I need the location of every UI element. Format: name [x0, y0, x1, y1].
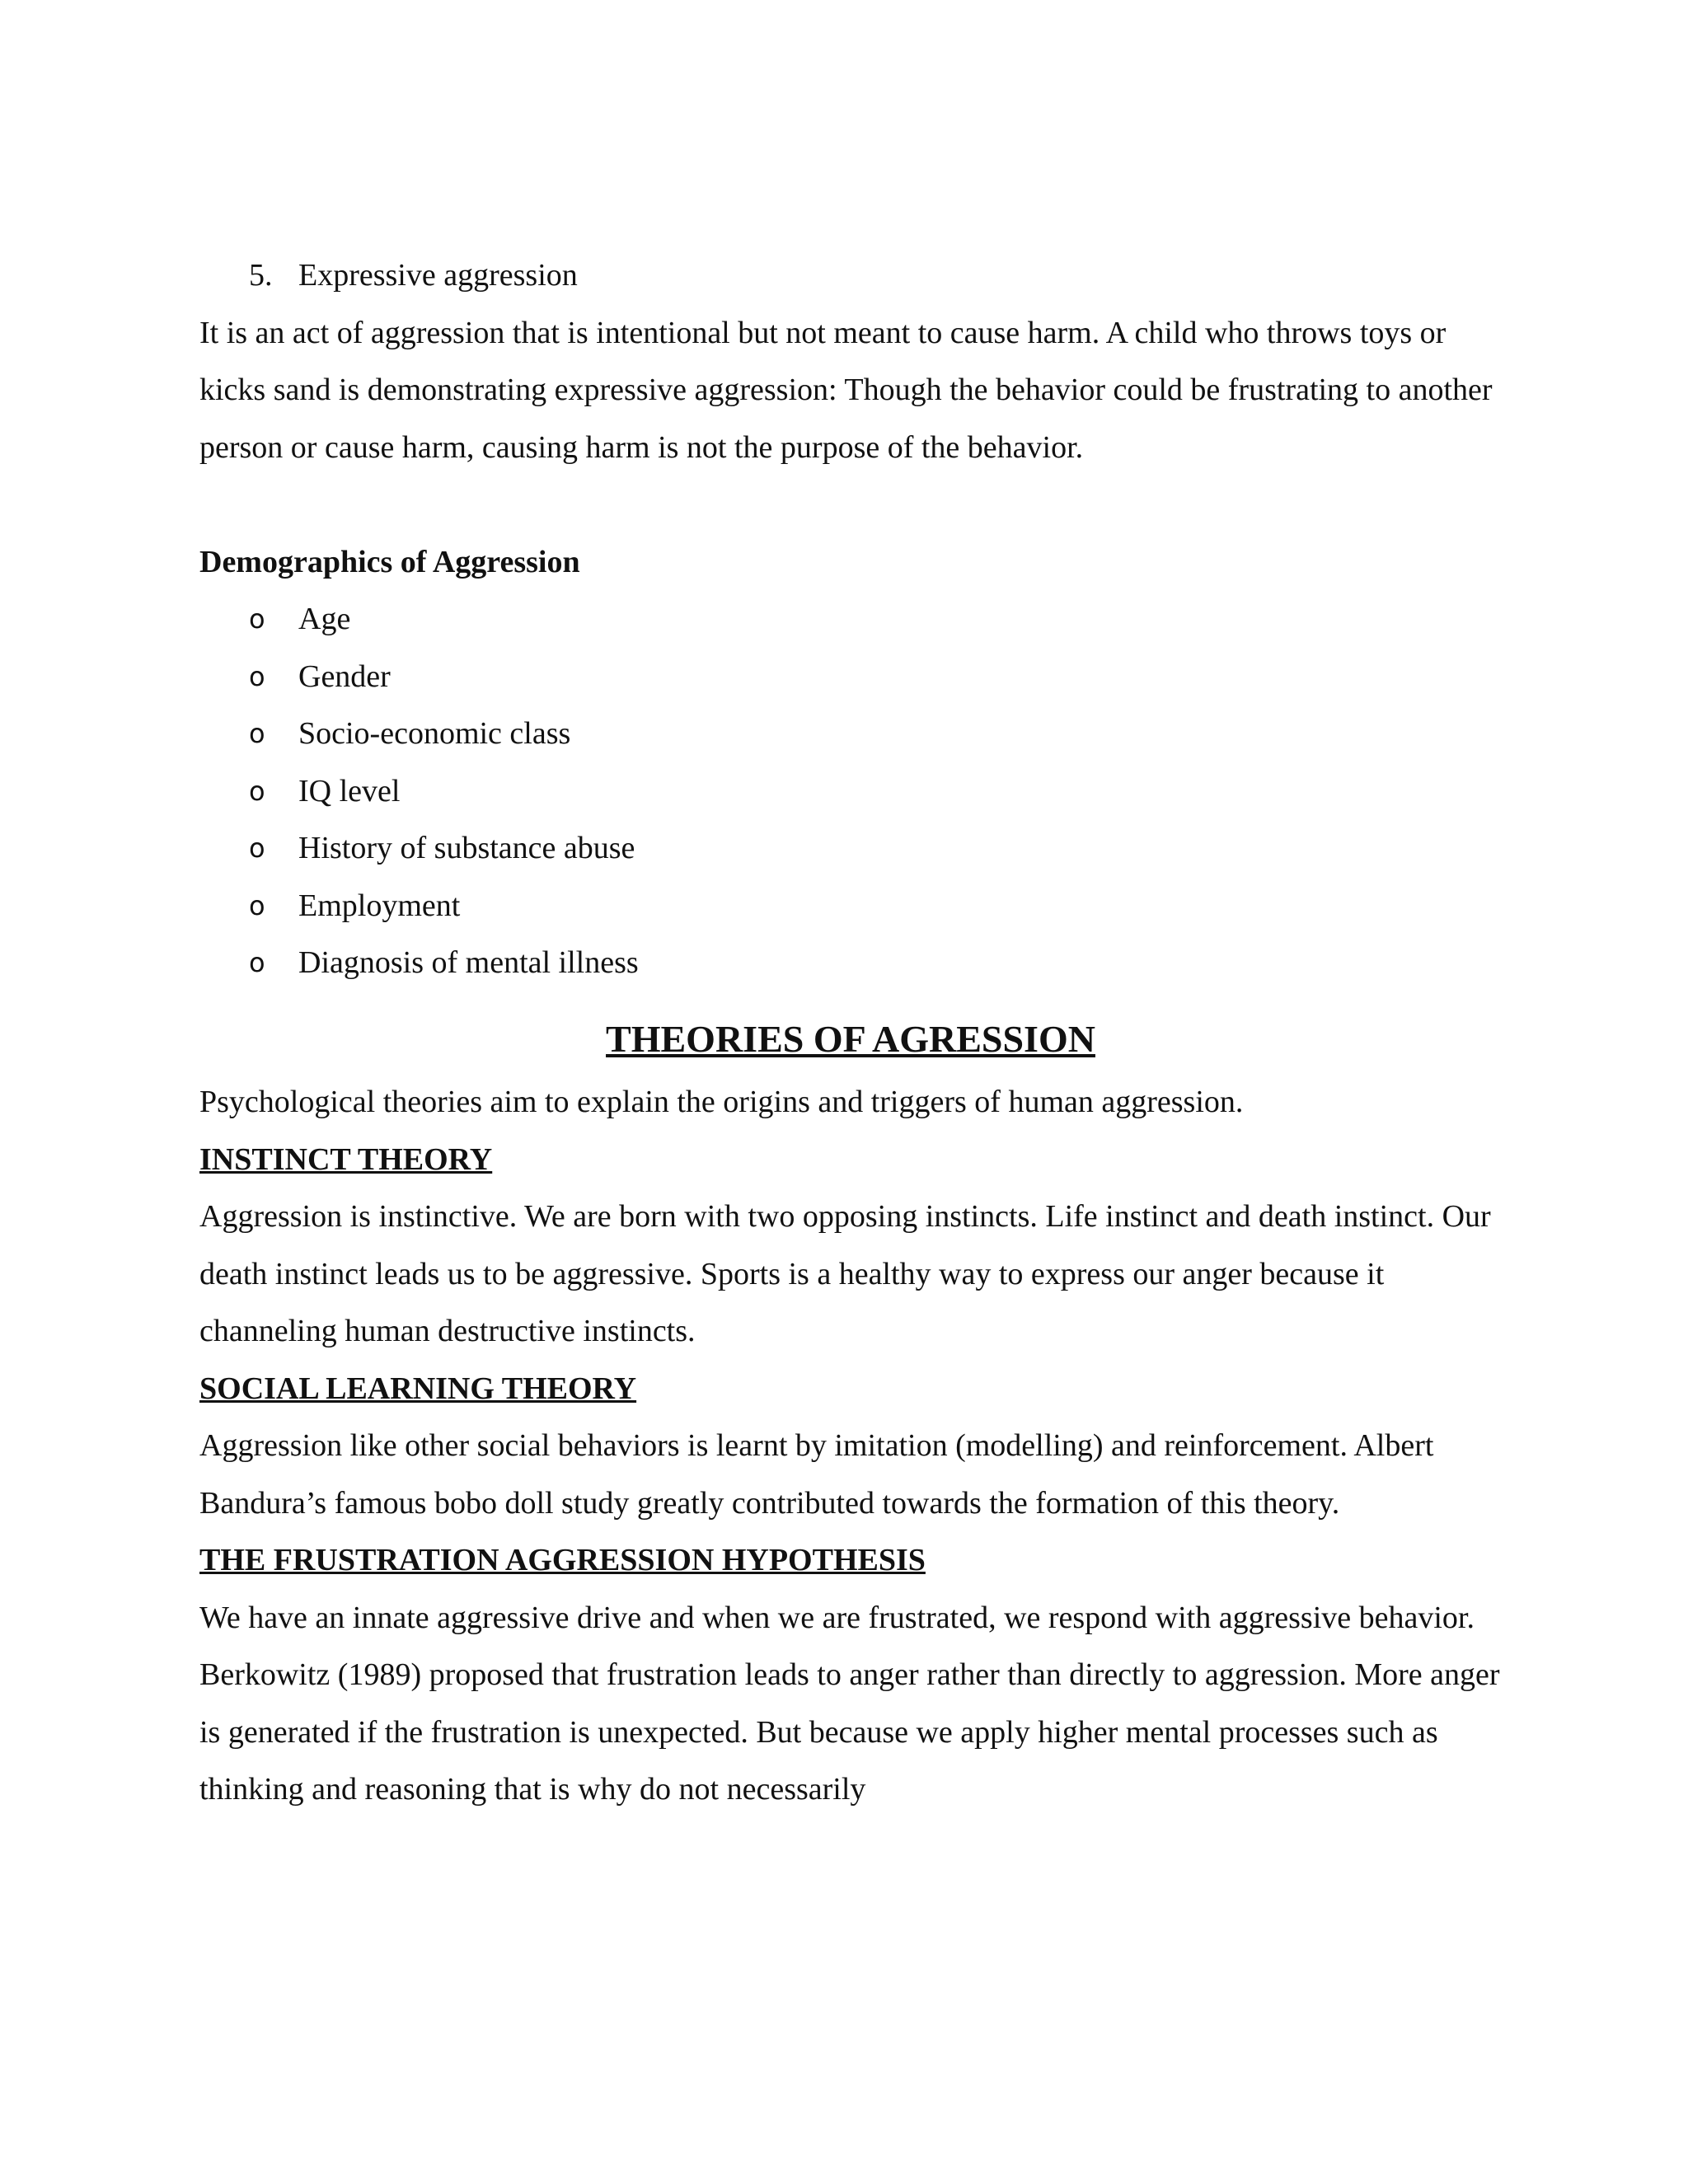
bullet-marker: o [249, 889, 265, 921]
frustration-aggression-paragraph: We have an innate aggressive drive and when we are frustrated, we respond with aggressive behavior. Berkowitz (1989) proposed that frustration leads to anger rather than directly to aggression. More anger is generated if the frustration is unexpected. But because we apply higher mental processes such as thinking and reasoning that is why do not necessarily [199, 1600, 1500, 1807]
instinct-theory-heading: INSTINCT THEORY [199, 1141, 493, 1177]
instinct-theory-paragraph: Aggression is instinctive. We are born with two opposing instincts. Life instinct and death instinct. Our death instinct leads us to be aggressive. Sports is a healthy way to express our anger because it channeling human destructive instincts. [199, 1199, 1491, 1348]
spacer [199, 476, 1502, 534]
social-learning-theory-heading: SOCIAL LEARNING THEORY [199, 1371, 637, 1406]
bullet-marker: o [249, 832, 265, 864]
item-title: Expressive aggression [298, 258, 578, 293]
list-item-text: Diagnosis of mental illness [298, 945, 639, 980]
bullet-marker: o [249, 947, 265, 978]
page-content [199, 247, 1502, 1819]
list-item-text: Age [298, 602, 351, 636]
theories-title: THEORIES OF AGRESSION [606, 1017, 1095, 1060]
bullet-marker: o [249, 775, 265, 807]
list-item-text: Gender [298, 658, 391, 694]
list-item [199, 935, 1502, 992]
list-item-text: Employment [298, 888, 461, 923]
item-number: 5. [249, 258, 273, 293]
list-item-text: Socio-economic class [298, 716, 571, 751]
list-item [199, 649, 1502, 706]
list-item-text: IQ level [298, 773, 401, 808]
demographics-list [199, 591, 1502, 992]
bullet-marker: o [249, 660, 265, 692]
list-item-text: History of substance abuse [298, 831, 635, 865]
numbered-item-expressive-aggression [199, 247, 1502, 305]
list-item [199, 591, 1502, 649]
list-item [199, 820, 1502, 878]
bullet-marker: o [249, 603, 265, 635]
social-learning-theory-paragraph: Aggression like other social behaviors is learnt by imitation (modelling) and reinforcement. Albert Bandura’s famous bobo doll study greatly contributed towards the formation of this theory. [199, 1428, 1434, 1521]
list-item [199, 878, 1502, 935]
list-item [199, 763, 1502, 821]
demographics-heading: Demographics of Aggression [199, 544, 580, 579]
expressive-aggression-paragraph: It is an act of aggression that is intentional but not meant to cause harm. A child who throws toys or kicks sand is demonstrating expressive aggression: Though the behavior could be frustrating to another person or cause harm, causing harm is not the purpose of the behavior. [199, 315, 1493, 465]
list-item [199, 705, 1502, 763]
frustration-aggression-heading: THE FRUSTRATION AGGRESSION HYPOTHESIS [199, 1543, 926, 1577]
theories-intro: Psychological theories aim to explain the origins and triggers of human aggression. [199, 1085, 1244, 1119]
bullet-marker: o [249, 718, 265, 749]
